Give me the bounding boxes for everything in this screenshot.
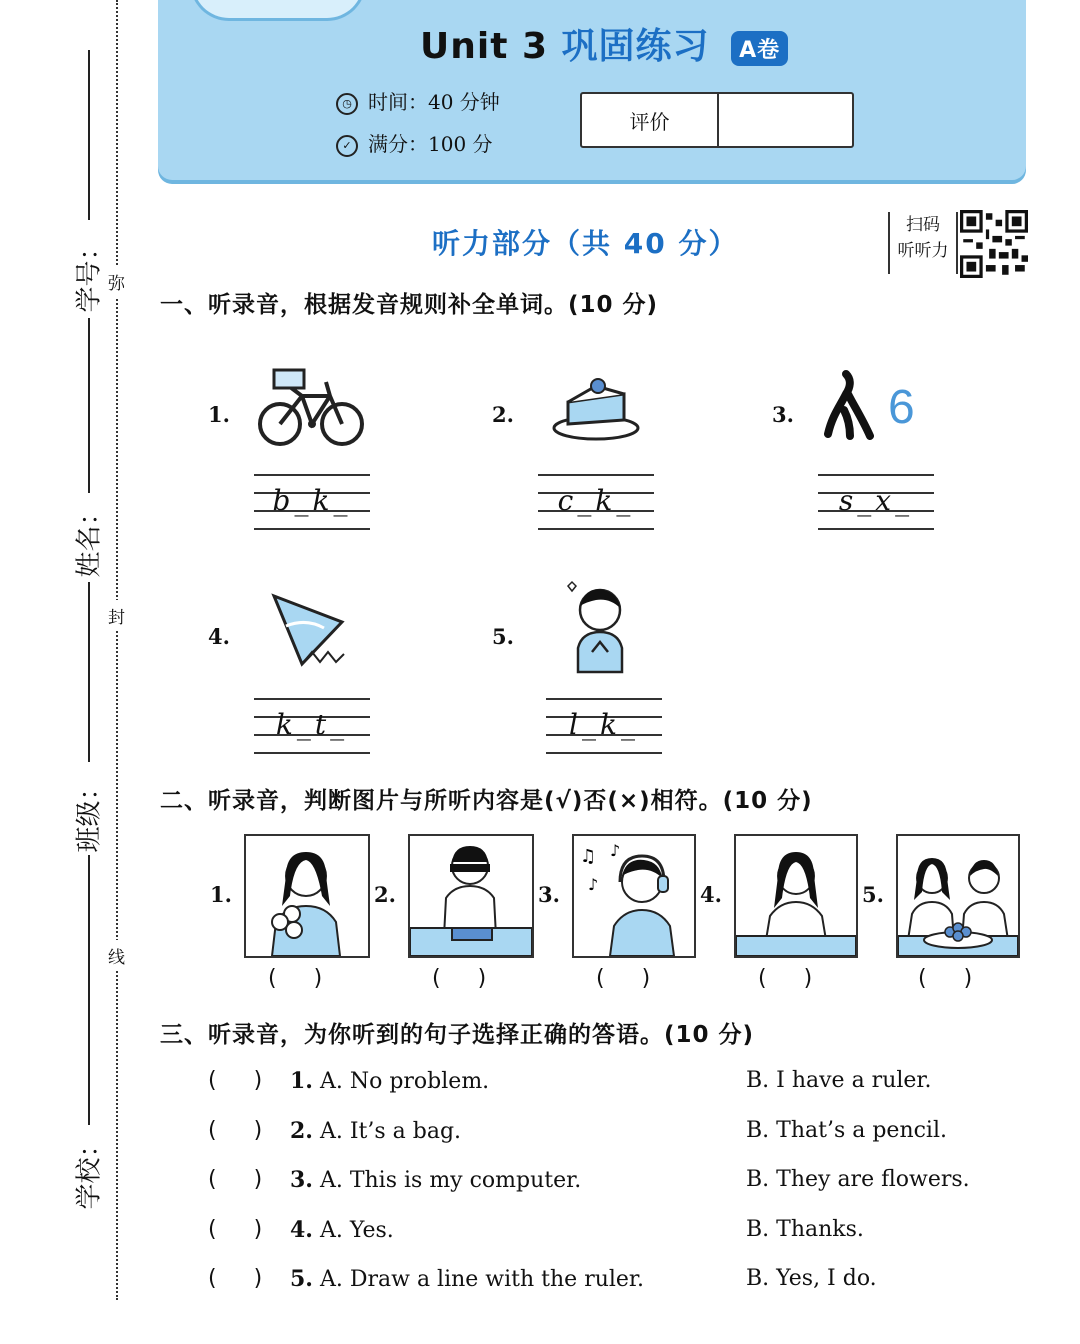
q1-writing-lines-2[interactable] xyxy=(538,474,654,530)
q3-item-2-option-b: B. That’s a pencil. xyxy=(746,1118,947,1143)
evaluation-box xyxy=(580,92,854,148)
q1-word-5: l_k_ xyxy=(569,708,639,741)
page-title xyxy=(420,18,788,69)
q3-item-5-option-b: B. Yes, I do. xyxy=(746,1266,877,1291)
q1-word-1: b_k_ xyxy=(272,484,352,517)
name-line xyxy=(88,318,90,493)
q2-picture-2 xyxy=(408,834,534,958)
q3-answer-3[interactable]: ( ) xyxy=(208,1167,263,1192)
q2-picture-4 xyxy=(734,834,858,958)
student-id-label: 学号： xyxy=(74,234,105,313)
q3-item-5-option-a: 5. A. Draw a line with the ruler. xyxy=(290,1266,645,1292)
q2-answer-5[interactable]: ( ) xyxy=(918,966,973,991)
cloud-decoration xyxy=(190,0,366,21)
seal-char-1: 弥 xyxy=(108,266,125,297)
q3-answer-2[interactable]: ( ) xyxy=(208,1118,263,1143)
qr-code-icon[interactable] xyxy=(960,210,1028,278)
title-unit: Unit 3 xyxy=(420,26,548,67)
boy-liking-picture xyxy=(560,576,632,676)
q1-item-2-number: 2. xyxy=(492,402,514,427)
q1-item-5-number: 5. xyxy=(492,624,514,649)
class-label: 班级： xyxy=(74,774,105,853)
paper-badge: A卷 xyxy=(731,31,788,66)
q2-answer-1[interactable]: ( ) xyxy=(268,966,323,991)
q1-word-4: k_t_ xyxy=(275,708,349,741)
q2-item-3-number: 3. xyxy=(538,882,560,907)
q3-item-3-option-a: 3. A. This is my computer. xyxy=(290,1167,582,1193)
q2-answer-3[interactable]: ( ) xyxy=(596,966,651,991)
seal-char-2: 封 xyxy=(108,600,125,631)
svg-text:♪: ♪ xyxy=(588,875,599,894)
q1-item-1-number: 1. xyxy=(208,402,230,427)
q1-item-3-number: 3. xyxy=(772,402,794,427)
q2-answer-2[interactable]: ( ) xyxy=(432,966,487,991)
q3-answer-1[interactable]: ( ) xyxy=(208,1068,263,1093)
clock-icon: ◷ xyxy=(336,93,358,115)
q3-item-4-option-b: B. Thanks. xyxy=(746,1217,864,1242)
school-line xyxy=(88,855,90,1125)
q2-picture-5 xyxy=(896,834,1020,958)
score-info xyxy=(336,128,493,157)
q2-picture-3 xyxy=(572,834,696,958)
q1-writing-lines-1[interactable] xyxy=(254,474,370,530)
q2-item-5-number: 5. xyxy=(862,882,884,907)
svg-text:♫: ♫ xyxy=(580,846,597,867)
svg-text:♪: ♪ xyxy=(610,841,621,860)
seal-char-3: 线 xyxy=(108,940,125,971)
school-label: 学校： xyxy=(74,1131,105,1210)
q2-item-2-number: 2. xyxy=(374,882,396,907)
q1-word-2: c_k_ xyxy=(557,484,635,517)
q1-item-4-number: 4. xyxy=(208,624,230,649)
q3-item-4-option-a: 4. A. Yes. xyxy=(290,1217,394,1243)
name-label: 姓名： xyxy=(74,499,105,578)
q1-title: 一、听录音，根据发音规则补全单词。(10 分) xyxy=(160,292,659,318)
time-info xyxy=(336,86,500,115)
kite-picture xyxy=(266,592,356,672)
listening-section-title: 听力部分（共 40 分） xyxy=(432,227,739,260)
q1-writing-lines-4[interactable] xyxy=(254,698,370,754)
q2-answer-4[interactable]: ( ) xyxy=(758,966,813,991)
six-character-picture xyxy=(824,370,874,442)
bike-picture xyxy=(256,362,368,450)
q3-title: 三、听录音，为你听到的句子选择正确的答语。(10 分) xyxy=(160,1022,755,1048)
title-cn: 巩固练习 xyxy=(561,26,710,67)
six-digit: 6 xyxy=(888,381,915,434)
evaluation-label: 评价 xyxy=(582,94,719,146)
class-line xyxy=(88,582,90,762)
cake-picture xyxy=(550,372,642,442)
q3-answer-4[interactable]: ( ) xyxy=(208,1217,263,1242)
q3-item-1-option-b: B. I have a ruler. xyxy=(746,1068,932,1093)
q2-picture-1 xyxy=(244,834,370,958)
q3-item-1-option-a: 1. A. No problem. xyxy=(290,1068,490,1094)
q1-word-3: s_x_ xyxy=(838,484,914,517)
time-text: 时间：40 分钟 xyxy=(368,90,500,114)
q2-item-1-number: 1. xyxy=(210,882,232,907)
q1-writing-lines-5[interactable] xyxy=(546,698,662,754)
id-line xyxy=(88,50,90,220)
check-icon: ✓ xyxy=(336,135,358,157)
q2-title: 二、听录音，判断图片与所听内容是(√)否(×)相符。(10 分) xyxy=(160,788,813,814)
q2-item-4-number: 4. xyxy=(700,882,722,907)
scan-label: 扫码 听听力 xyxy=(888,212,958,274)
seal-dotted-line xyxy=(116,0,118,1300)
score-text: 满分：100 分 xyxy=(368,132,493,156)
q1-writing-lines-3[interactable] xyxy=(818,474,934,530)
q3-item-2-option-a: 2. A. It’s a bag. xyxy=(290,1118,462,1144)
q3-answer-5[interactable]: ( ) xyxy=(208,1266,263,1291)
q3-item-3-option-b: B. They are flowers. xyxy=(746,1167,970,1192)
